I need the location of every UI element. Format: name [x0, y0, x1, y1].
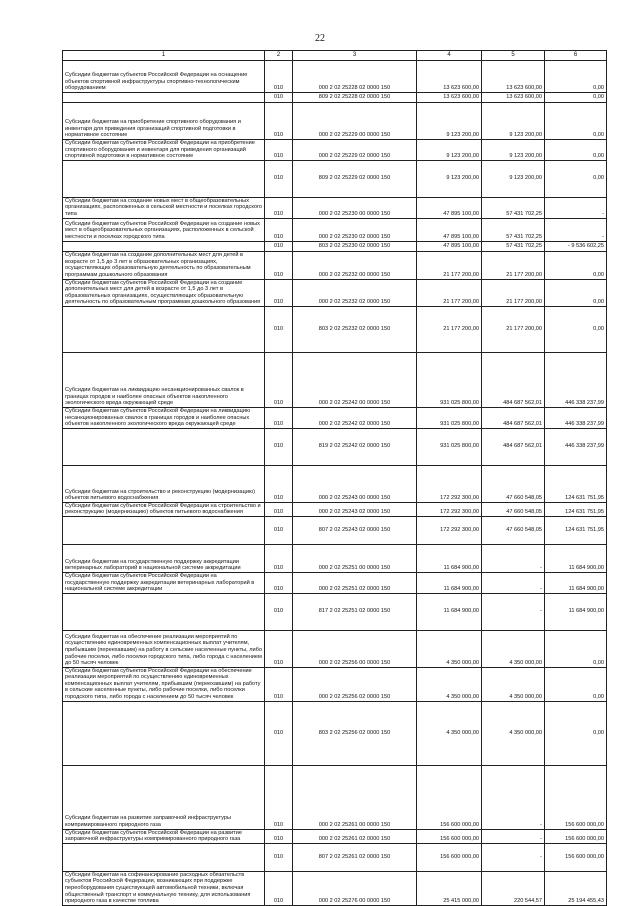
column-header: 5	[482, 51, 545, 61]
amount-remaining: 446 338 237,99	[545, 352, 607, 407]
amount-executed: 57 431 702,25	[482, 197, 545, 218]
admin-code: 010	[265, 465, 293, 502]
amount-remaining: 124 631 751,95	[545, 502, 607, 516]
budget-code: 000 2 02 25243 00 0000 150	[293, 465, 417, 502]
budget-code: 000 2 02 25251 00 0000 150	[293, 544, 417, 572]
budget-code: 000 2 02 25261 00 0000 150	[293, 765, 417, 829]
amount-remaining: 446 338 237,99	[545, 428, 607, 465]
admin-code: 010	[265, 241, 293, 251]
row-name	[63, 843, 265, 871]
budget-code: 000 2 02 25242 00 0000 150	[293, 352, 417, 407]
row-name: Субсидии бюджетам субъектов Российской Федерации на оснащение объектов спортивной инфраструктуры спортивно-технологическим оборудованием	[63, 61, 265, 93]
admin-code: 010	[265, 544, 293, 572]
row-name	[63, 306, 265, 352]
admin-code: 010	[265, 843, 293, 871]
amount-remaining: 0,00	[545, 251, 607, 279]
amount-executed: 9 123 200,00	[482, 160, 545, 197]
row-name: Субсидии бюджетам на государственную поддержку аккредитации ветеринарных лабораторий в национальной системе аккредитации	[63, 544, 265, 572]
amount-remaining: 11 684 900,00	[545, 544, 607, 572]
amount-remaining: 0,00	[545, 701, 607, 765]
amount-remaining: 11 684 900,00	[545, 572, 607, 593]
amount-approved: 21 177 200,00	[417, 251, 482, 279]
budget-code: 803 2 02 25256 02 0000 150	[293, 701, 417, 765]
table-row	[63, 630, 607, 667]
amount-executed: -	[482, 829, 545, 843]
row-name	[63, 93, 265, 103]
admin-code: 010	[265, 572, 293, 593]
amount-executed: 47 660 548,05	[482, 465, 545, 502]
amount-remaining: -	[545, 197, 607, 218]
amount-executed: 484 687 562,01	[482, 428, 545, 465]
amount-approved: 11 684 900,00	[417, 544, 482, 572]
amount-approved: 4 350 000,00	[417, 630, 482, 667]
budget-code: 000 2 02 25276 00 0000 150	[293, 871, 417, 905]
admin-code: 010	[265, 197, 293, 218]
amount-remaining: 124 631 751,95	[545, 465, 607, 502]
column-header: 6	[545, 51, 607, 61]
table-row	[63, 572, 607, 593]
admin-code: 010	[265, 829, 293, 843]
amount-approved: 9 123 200,00	[417, 140, 482, 161]
amount-executed: 21 177 200,00	[482, 251, 545, 279]
amount-approved: 13 623 600,00	[417, 61, 482, 93]
table-row	[63, 93, 607, 103]
amount-approved: 931 025 800,00	[417, 428, 482, 465]
budget-code: 000 2 02 25242 02 0000 150	[293, 407, 417, 428]
table-row	[63, 667, 607, 701]
row-name: Субсидии бюджетам субъектов Российской Федерации на создание новых мест в общеобразовательных организациях, расположенных в сельской местности и поселках городского типа	[63, 218, 265, 241]
amount-approved: 13 623 600,00	[417, 93, 482, 103]
amount-executed: -	[482, 593, 545, 630]
amount-approved: 172 292 300,00	[417, 465, 482, 502]
table-row	[63, 241, 607, 251]
table-row	[63, 428, 607, 465]
amount-approved: 47 895 100,00	[417, 197, 482, 218]
admin-code: 010	[265, 279, 293, 306]
amount-executed: 9 123 200,00	[482, 103, 545, 140]
row-name: Субсидии бюджетам на создание новых мест в общеобразовательных организациях, расположенных в сельской местности и поселках городского типа	[63, 197, 265, 218]
amount-executed: 13 623 600,00	[482, 93, 545, 103]
table-row	[63, 103, 607, 140]
amount-approved: 11 684 900,00	[417, 572, 482, 593]
row-name: Субсидии бюджетам субъектов Российской Федерации на строительство и реконструкцию (модернизацию) объектов питьевого водоснабжения	[63, 502, 265, 516]
row-name: Субсидии бюджетам субъектов Российской Федерации на приобретение спортивного оборудования и инвентаря для приведения организаций спортивной подготовки в нормативное состояние	[63, 140, 265, 161]
amount-approved: 172 292 300,00	[417, 502, 482, 516]
admin-code: 010	[265, 160, 293, 197]
budget-code: 000 2 02 25229 02 0000 150	[293, 140, 417, 161]
row-name: Субсидии бюджетам субъектов Российской Федерации на обеспечение реализации мероприятий по осуществлению единовременных компенсационных выплат учителям, прибывшим (переехавшим) на работу в сельские населенные пункты, либо рабочие поселки, либо поселки городского типа, либо города с населением до 50 тысяч человек	[63, 667, 265, 701]
amount-approved: 9 123 200,00	[417, 103, 482, 140]
amount-approved: 47 895 100,00	[417, 218, 482, 241]
table-row	[63, 765, 607, 829]
amount-executed: 4 350 000,00	[482, 701, 545, 765]
amount-remaining: 11 684 900,00	[545, 593, 607, 630]
amount-approved: 21 177 200,00	[417, 306, 482, 352]
table-row	[63, 843, 607, 871]
budget-code: 803 2 02 25230 02 0000 150	[293, 241, 417, 251]
amount-remaining: 156 600 000,00	[545, 843, 607, 871]
amount-executed: 220 544,57	[482, 871, 545, 905]
amount-executed: 57 431 702,25	[482, 241, 545, 251]
amount-remaining: 156 600 000,00	[545, 829, 607, 843]
amount-remaining: 25 194 455,43	[545, 871, 607, 905]
amount-executed: 47 660 548,05	[482, 502, 545, 516]
budget-code: 000 2 02 25232 00 0000 150	[293, 251, 417, 279]
table-row	[63, 516, 607, 544]
amount-executed: 21 177 200,00	[482, 279, 545, 306]
amount-executed: 484 687 562,01	[482, 352, 545, 407]
amount-executed: 4 350 000,00	[482, 667, 545, 701]
column-header: 2	[265, 51, 293, 61]
row-name: Субсидии бюджетам на создание дополнительных мест для детей в возрасте от 1,5 до 3 лет в образовательных организациях, осуществляющих образовательную деятельность по образовательным программам дошкольного образования	[63, 251, 265, 279]
table-row	[63, 306, 607, 352]
amount-executed: 13 623 600,00	[482, 61, 545, 93]
admin-code: 010	[265, 251, 293, 279]
budget-code: 000 2 02 25230 02 0000 150	[293, 218, 417, 241]
amount-approved: 931 025 800,00	[417, 352, 482, 407]
budget-code: 000 2 02 25251 02 0000 150	[293, 572, 417, 593]
row-name: Субсидии бюджетам субъектов Российской Федерации на развитие заправочной инфраструктуры компримированного природного газа	[63, 829, 265, 843]
budget-code: 809 2 02 25228 02 0000 150	[293, 93, 417, 103]
amount-approved: 156 600 000,00	[417, 829, 482, 843]
amount-approved: 156 600 000,00	[417, 843, 482, 871]
amount-approved: 21 177 200,00	[417, 279, 482, 306]
admin-code: 010	[265, 502, 293, 516]
budget-code: 817 2 02 25251 02 0000 150	[293, 593, 417, 630]
table-row	[63, 407, 607, 428]
amount-remaining: 0,00	[545, 630, 607, 667]
amount-approved: 172 292 300,00	[417, 516, 482, 544]
amount-remaining: 0,00	[545, 61, 607, 93]
row-name: Субсидии бюджетам субъектов Российской Федерации на создание дополнительных мест для детей в возрасте от 1,5 до 3 лет в образовательных организациях, осуществляющих образовательную деятельность по образовательным программам дошкольного образования	[63, 279, 265, 306]
amount-remaining: 0,00	[545, 93, 607, 103]
table-row	[63, 465, 607, 502]
amount-executed: 4 350 000,00	[482, 630, 545, 667]
admin-code: 010	[265, 407, 293, 428]
row-name	[63, 160, 265, 197]
amount-approved: 11 684 900,00	[417, 593, 482, 630]
amount-remaining: - 9 536 602,25	[545, 241, 607, 251]
admin-code: 010	[265, 218, 293, 241]
amount-remaining: 0,00	[545, 103, 607, 140]
amount-approved: 47 895 100,00	[417, 241, 482, 251]
budget-code: 807 2 02 25261 02 0000 150	[293, 843, 417, 871]
budget-code: 000 2 02 25232 02 0000 150	[293, 279, 417, 306]
admin-code: 010	[265, 765, 293, 829]
row-name: Субсидии бюджетам на софинансирование расходных обязательств субъектов Российской Федерации, возникающих при поддержке переоборудования существующей автомобильной техники, включая общественный транспорт и коммунальную технику, для использования природного газа в качестве топлива	[63, 871, 265, 905]
column-header: 4	[417, 51, 482, 61]
budget-code: 807 2 02 25243 02 0000 150	[293, 516, 417, 544]
budget-code: 000 2 02 25229 00 0000 150	[293, 103, 417, 140]
admin-code: 010	[265, 871, 293, 905]
amount-approved: 156 600 000,00	[417, 765, 482, 829]
admin-code: 010	[265, 306, 293, 352]
budget-code: 000 2 02 25228 02 0000 150	[293, 61, 417, 93]
admin-code: 010	[265, 103, 293, 140]
row-name	[63, 428, 265, 465]
amount-executed: 9 123 200,00	[482, 140, 545, 161]
amount-remaining: 0,00	[545, 306, 607, 352]
row-name: Субсидии бюджетам на строительство и реконструкцию (модернизацию) объектов питьевого водоснабжения	[63, 465, 265, 502]
table-row	[63, 160, 607, 197]
budget-table	[62, 50, 607, 906]
table-row	[63, 279, 607, 306]
budget-code: 000 2 02 25230 00 0000 150	[293, 197, 417, 218]
budget-code: 809 2 02 25229 02 0000 150	[293, 160, 417, 197]
table-row	[63, 502, 607, 516]
row-name	[63, 701, 265, 765]
budget-code: 000 2 02 25256 00 0000 150	[293, 630, 417, 667]
amount-approved: 25 415 000,00	[417, 871, 482, 905]
amount-remaining: 0,00	[545, 140, 607, 161]
amount-approved: 9 123 200,00	[417, 160, 482, 197]
row-name: Субсидии бюджетам на развитие заправочной инфраструктуры компримированного природного газа	[63, 765, 265, 829]
table-row	[63, 544, 607, 572]
table-row	[63, 352, 607, 407]
row-name	[63, 516, 265, 544]
admin-code: 010	[265, 61, 293, 93]
row-name	[63, 593, 265, 630]
table-row	[63, 251, 607, 279]
row-name: Субсидии бюджетам субъектов Российской Федерации на государственную поддержку аккредитации ветеринарных лабораторий в национальной системе аккредитации	[63, 572, 265, 593]
table-row	[63, 197, 607, 218]
budget-code: 000 2 02 25256 02 0000 150	[293, 667, 417, 701]
column-header: 3	[293, 51, 417, 61]
amount-executed: -	[482, 765, 545, 829]
table-row	[63, 593, 607, 630]
table-row	[63, 701, 607, 765]
table-row	[63, 871, 607, 905]
amount-executed: -	[482, 843, 545, 871]
table-row	[63, 829, 607, 843]
row-name: Субсидии бюджетам на обеспечение реализации мероприятий по осуществлению единовременных компенсационных выплат учителям, прибывшим (переехавшим) на работу в сельские населенные пункты, либо рабочие поселки, либо поселки городского типа, либо города с населением до 50 тысяч человек	[63, 630, 265, 667]
amount-executed: -	[482, 572, 545, 593]
admin-code: 010	[265, 593, 293, 630]
amount-approved: 4 350 000,00	[417, 667, 482, 701]
admin-code: 010	[265, 667, 293, 701]
amount-executed: 484 687 562,01	[482, 407, 545, 428]
budget-code: 000 2 02 25261 02 0000 150	[293, 829, 417, 843]
row-name: Субсидии бюджетам на ликвидацию несанкционированных свалок в границах городов и наиболее опасных объектов накопленного экологического вреда окружающей среде	[63, 352, 265, 407]
amount-remaining: 156 600 000,00	[545, 765, 607, 829]
budget-code: 819 2 02 25242 02 0000 150	[293, 428, 417, 465]
amount-approved: 4 350 000,00	[417, 701, 482, 765]
amount-executed: -	[482, 544, 545, 572]
admin-code: 010	[265, 428, 293, 465]
page-number: 22	[315, 33, 325, 44]
budget-code: 000 2 02 25243 02 0000 150	[293, 502, 417, 516]
admin-code: 010	[265, 140, 293, 161]
amount-remaining: -	[545, 218, 607, 241]
amount-executed: 57 431 702,25	[482, 218, 545, 241]
admin-code: 010	[265, 516, 293, 544]
amount-remaining: 0,00	[545, 667, 607, 701]
amount-executed: 47 660 548,05	[482, 516, 545, 544]
amount-remaining: 0,00	[545, 160, 607, 197]
admin-code: 010	[265, 352, 293, 407]
amount-remaining: 124 631 751,95	[545, 516, 607, 544]
budget-code: 803 2 02 25232 02 0000 150	[293, 306, 417, 352]
table-row	[63, 61, 607, 93]
admin-code: 010	[265, 93, 293, 103]
amount-remaining: 446 338 237,99	[545, 407, 607, 428]
row-name	[63, 241, 265, 251]
column-header: 1	[63, 51, 265, 61]
table-row	[63, 218, 607, 241]
header-row	[63, 51, 607, 61]
admin-code: 010	[265, 630, 293, 667]
row-name: Субсидии бюджетам на приобретение спортивного оборудования и инвентаря для приведения организаций спортивной подготовки в нормативное состояние	[63, 103, 265, 140]
amount-executed: 21 177 200,00	[482, 306, 545, 352]
admin-code: 010	[265, 701, 293, 765]
row-name: Субсидии бюджетам субъектов Российской Федерации на ликвидацию несанкционированных свалок в границах городов и наиболее опасных объектов накопленного экологического вреда окружающей среде	[63, 407, 265, 428]
amount-approved: 931 025 800,00	[417, 407, 482, 428]
table-row	[63, 140, 607, 161]
amount-remaining: 0,00	[545, 279, 607, 306]
